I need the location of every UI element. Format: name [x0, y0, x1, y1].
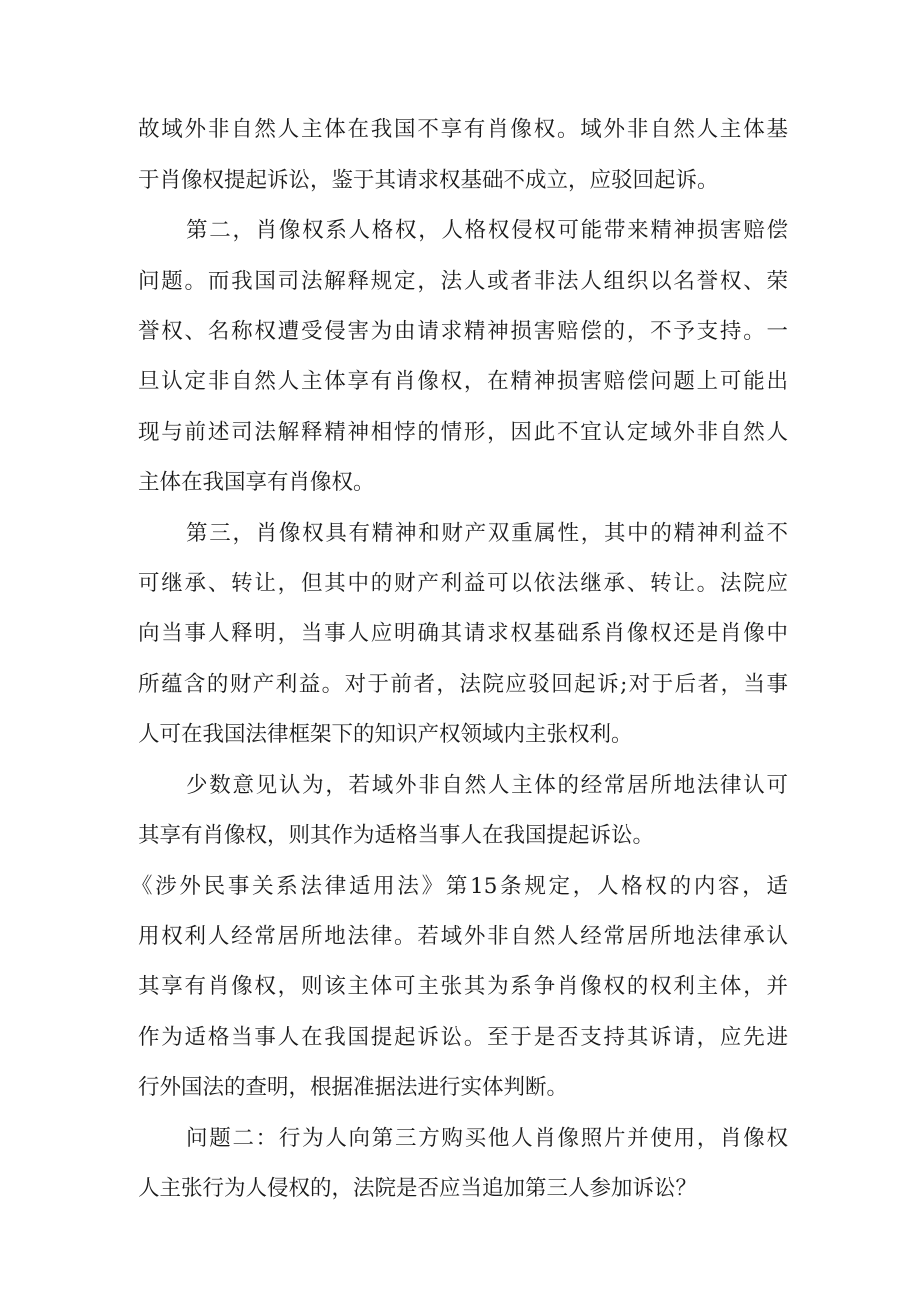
paragraph-line: 人主张行为人侵权的，法院是否应当追加第三人参加诉讼？ — [138, 1176, 698, 1201]
paragraph-line: 《涉外民事关系法律适用法》第15条规定，人格权的内容，适 — [131, 874, 788, 899]
paragraph-line: 问题。而我国司法解释规定，法人或者非法人组织以名誉权、荣 — [138, 269, 788, 294]
paragraph-line: 主体在我国享有肖像权。 — [138, 470, 375, 495]
paragraph-line: 作为适格当事人在我国提起诉讼。至于是否支持其诉请，应先进 — [138, 1025, 788, 1050]
paragraph-line: 故域外非自然人主体在我国不享有肖像权。域外非自然人主体基 — [138, 117, 788, 142]
paragraph-line: 第二，肖像权系人格权，人格权侵权可能带来精神损害赔偿 — [186, 218, 788, 243]
paragraph-line: 问题二：行为人向第三方购买他人肖像照片并使用，肖像权 — [186, 1126, 788, 1151]
paragraph-line: 现与前述司法解释精神相悖的情形，因此不宜认定域外非自然人 — [138, 420, 788, 445]
paragraph-line: 用权利人经常居所地法律。若域外非自然人经常居所地法律承认 — [138, 924, 788, 949]
paragraph-line: 可继承、转让，但其中的财产利益可以依法继承、转让。法院应 — [138, 571, 788, 596]
paragraph-line: 向当事人释明，当事人应明确其请求权基础系肖像权还是肖像中 — [138, 621, 788, 646]
paragraph-line: 于肖像权提起诉讼，鉴于其请求权基础不成立，应驳回起诉。 — [138, 168, 719, 193]
paragraph-line: 少数意见认为，若域外非自然人主体的经常居所地法律认可 — [186, 773, 788, 798]
paragraph-line: 旦认定非自然人主体享有肖像权，在精神损害赔偿问题上可能出 — [138, 369, 788, 394]
paragraph-line: 所蕴含的财产利益。对于前者，法院应驳回起诉;对于后者，当事 — [138, 672, 788, 697]
paragraph-line: 其享有肖像权，则该主体可主张其为系争肖像权的权利主体，并 — [138, 974, 788, 999]
paragraph-line: 誉权、名称权遭受侵害为由请求精神损害赔偿的，不予支持。一 — [138, 319, 788, 344]
paragraph-line: 其享有肖像权，则其作为适格当事人在我国提起诉讼。 — [138, 823, 655, 848]
paragraph-line: 第三，肖像权具有精神和财产双重属性，其中的精神利益不 — [186, 521, 788, 546]
paragraph-line: 行外国法的查明，根据准据法进行实体判断。 — [138, 1075, 569, 1100]
paragraph-line: 人可在我国法律框架下的知识产权领域内主张权利。 — [138, 722, 633, 747]
